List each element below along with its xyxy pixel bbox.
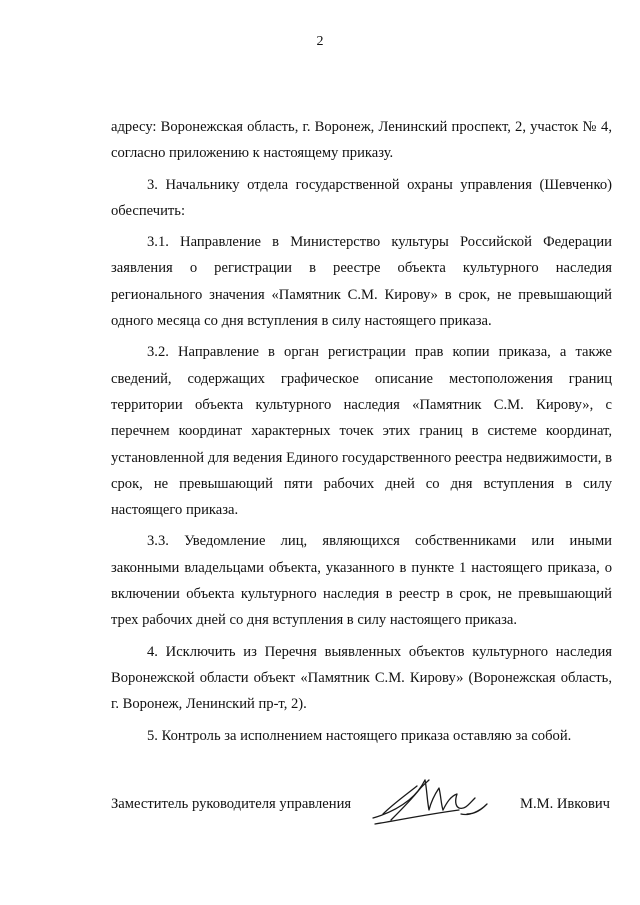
paragraph-address-continuation: адресу: Воронежская область, г. Воронеж, Ленинский проспект, 2, участок № 4, согласно приложению к настоящему приказу.: [111, 119, 612, 162]
signatory-title: Заместитель руководителя управления: [111, 796, 352, 812]
document-body: [111, 114, 612, 749]
page-number: 2: [316, 34, 324, 49]
paragraph-item-3-3: 3.3. Уведомление лиц, являющихся собственниками или иными законными владельцами объекта, указанного в пункте 1 настоящего приказа, о включении объекта культурного наследия в реестр в срок, не превышающий трех рабочих дней со дня вступления в силу настоящего приказа.: [111, 533, 612, 629]
paragraph-item-4: 4. Исключить из Перечня выявленных объектов культурного наследия Воронежской области объект «Памятник С.М. Кирову» (Воронежская область, г. Воронеж, Ленинский пр-т, 2).: [111, 643, 612, 713]
paragraph-item-3-1: 3.1. Направление в Министерство культуры Российской Федерации заявления о регистрации в реестре объекта культурного наследия регионального значения «Памятник С.М. Кирову» в срок, не превышающий одного месяца со дня вступления в силу настоящего приказа.: [111, 234, 612, 330]
paragraph-item-3: 3. Начальнику отдела государственной охраны управления (Шевченко) обеспечить:: [111, 176, 612, 219]
handwritten-signature: [369, 774, 497, 830]
paragraph-item-5: 5. Контроль за исполнением настоящего приказа оставляю за собой.: [147, 727, 572, 744]
paragraph-item-3-2: 3.2. Направление в орган регистрации прав копии приказа, а также сведений, содержащих графическое описание местоположения границ территории объекта культурного наследия «Памятник С.М. Кирову», с перечнем координат характерных точек этих границ в системе координат, установленной для ведения Единого государственного реестра недвижимости, в срок, не превышающий пяти рабочих дней со дня вступления в силу настоящего приказа.: [111, 344, 612, 519]
signatory-name: М.М. Ивкович: [519, 796, 610, 812]
